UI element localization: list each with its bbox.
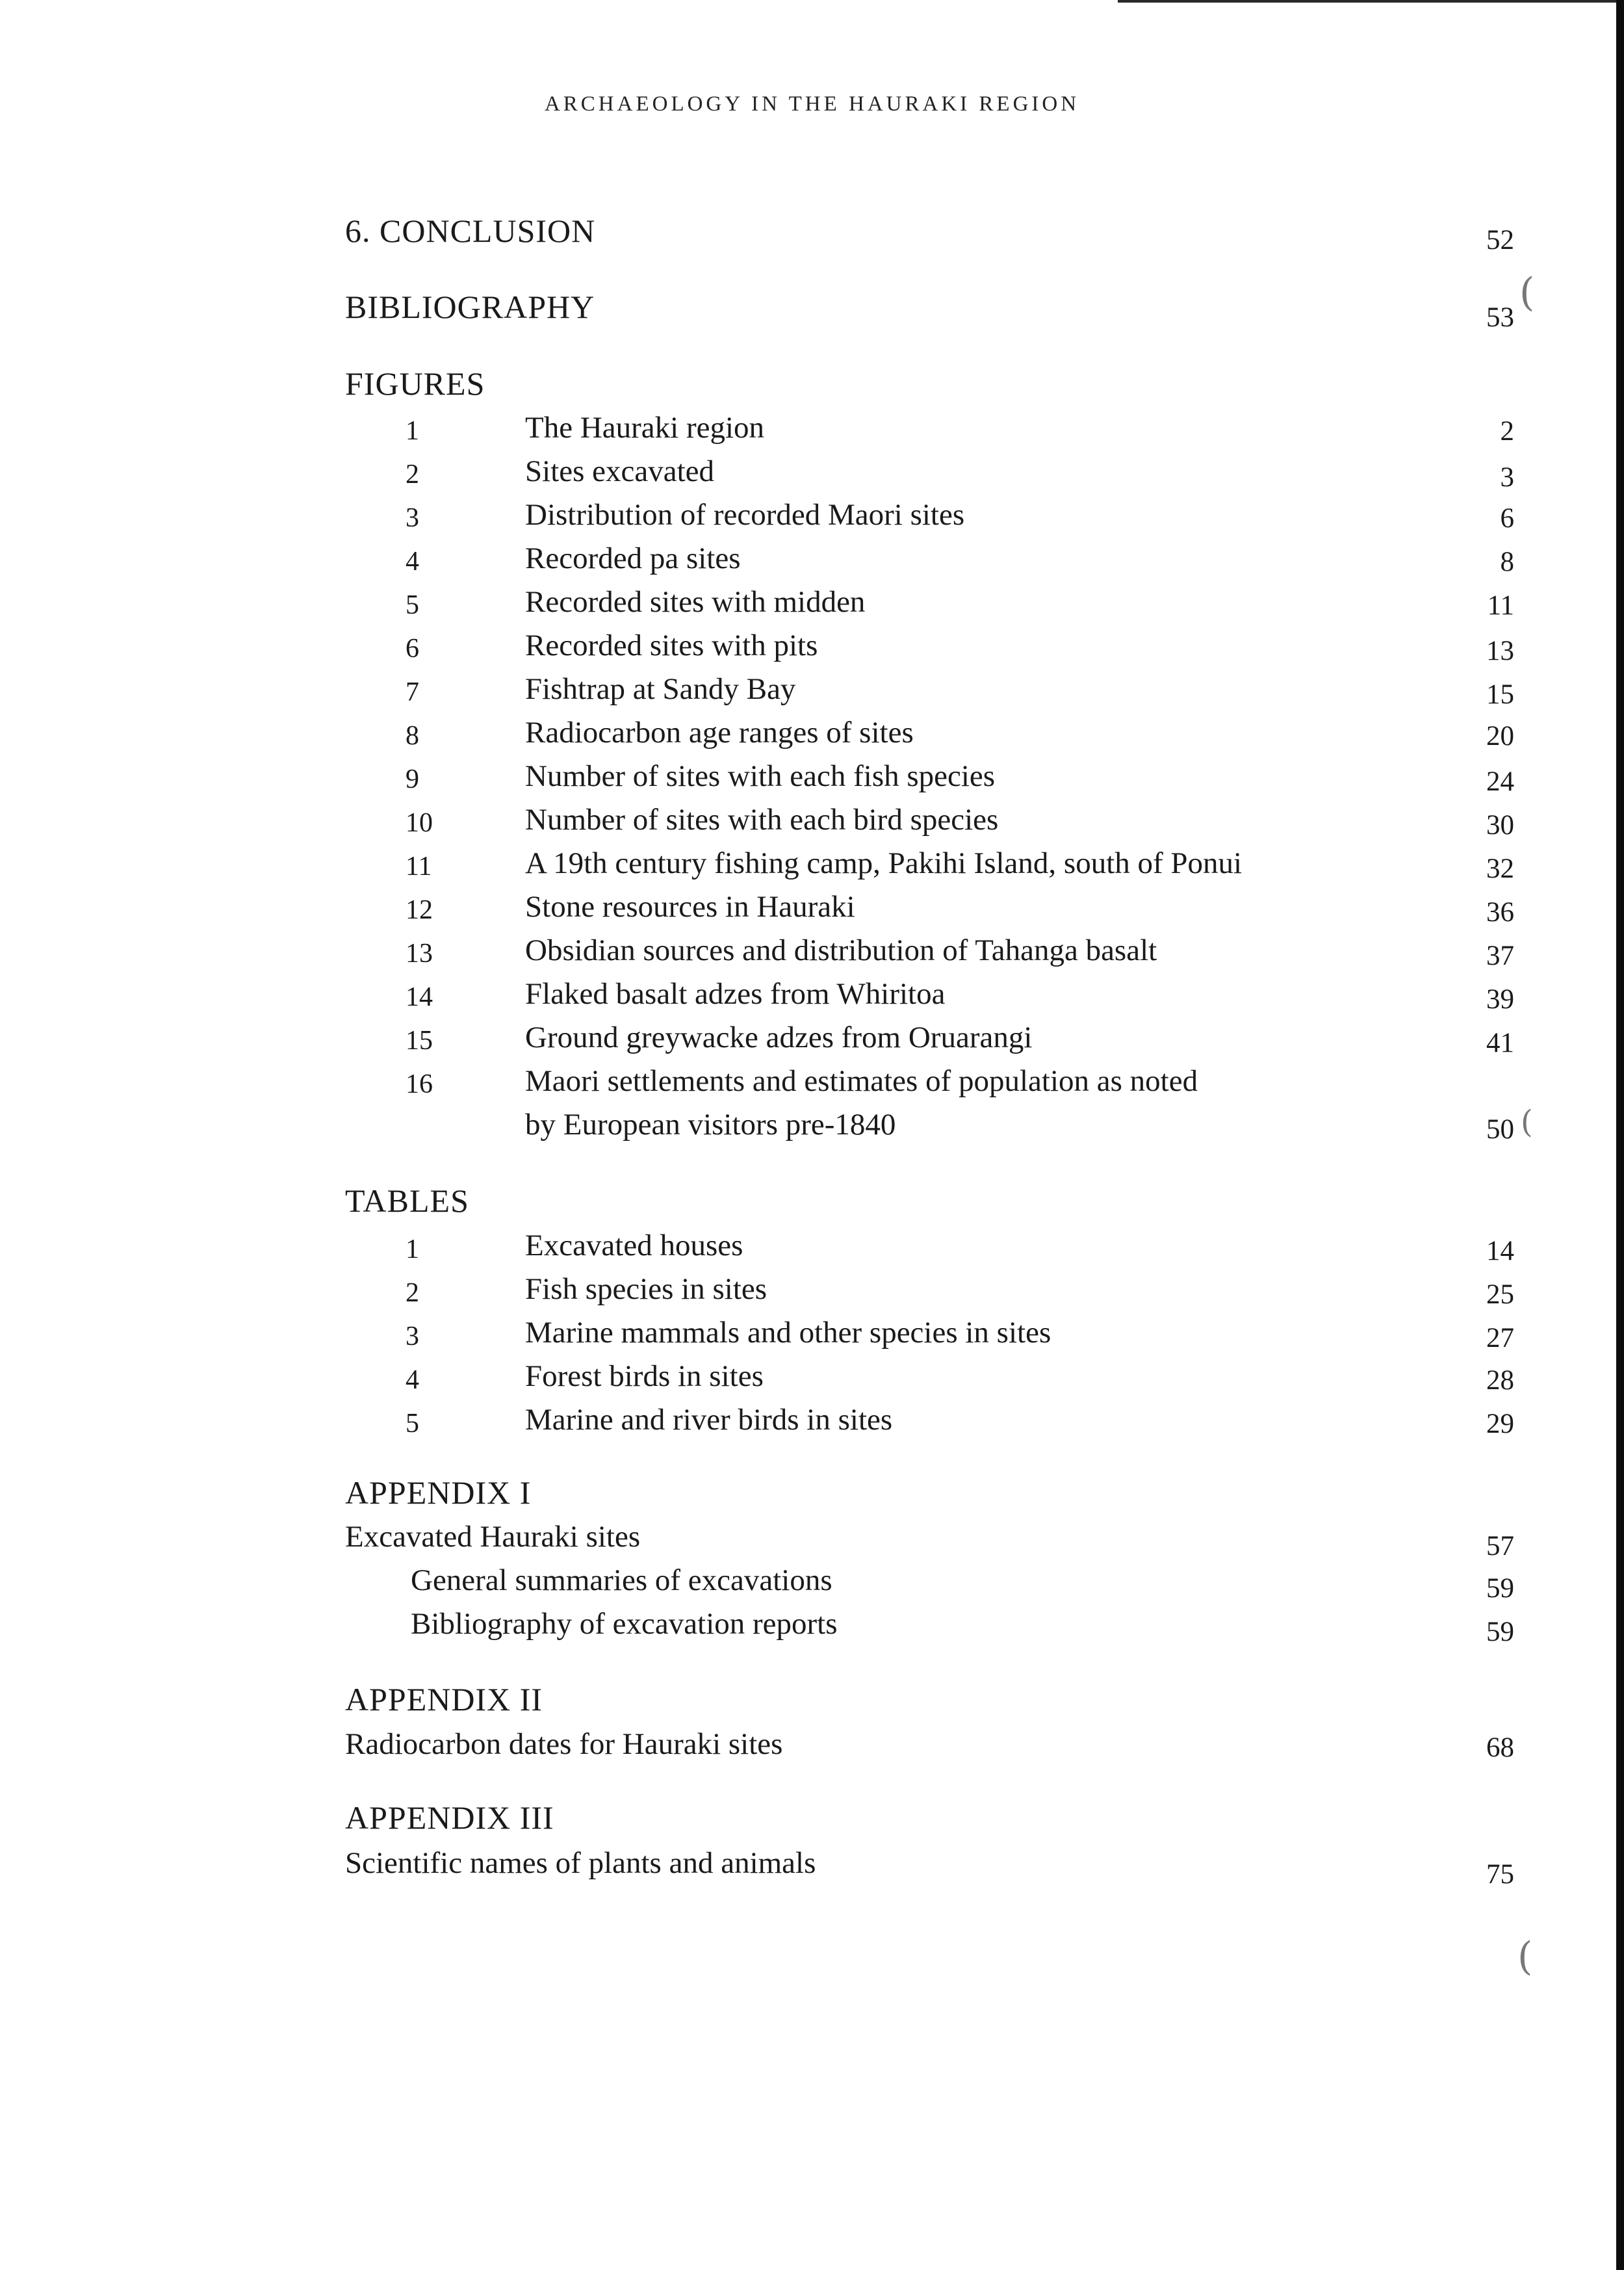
list-item-page: 11 (1487, 590, 1514, 621)
list-item-number: 14 (406, 982, 433, 1012)
page-right-edge (1616, 0, 1624, 2270)
list-item-number: 4 (406, 547, 419, 577)
list-item-title: A 19th century fishing camp, Pakihi Island, south of Ponui (525, 846, 1243, 880)
tables-heading: TABLES (345, 1182, 469, 1219)
margin-mark: ( (1521, 1104, 1533, 1140)
list-item-number: 15 (406, 1026, 433, 1056)
list-item-title: Number of sites with each fish species (525, 759, 996, 793)
list-item-page: 2 (1500, 416, 1514, 447)
list-item-number: 5 (406, 1409, 419, 1439)
figures-heading: FIGURES (345, 365, 485, 402)
list-item-page: 50 (1486, 1114, 1514, 1145)
appendix-2-entry-page: 68 (1486, 1732, 1514, 1763)
list-item-title: Recorded pa sites (525, 541, 741, 575)
list-item-title: Recorded sites with pits (525, 629, 818, 662)
margin-mark: ( (1517, 1934, 1533, 1979)
list-item-number: 10 (406, 808, 433, 838)
page-top-edge (1118, 0, 1616, 3)
list-item-number: 3 (406, 1322, 419, 1351)
appendix-2-heading: APPENDIX II (345, 1681, 543, 1717)
list-item-number: 16 (406, 1069, 433, 1099)
appendix-2-entry: Radiocarbon dates for Hauraki sites (345, 1727, 783, 1761)
list-item-page: 3 (1500, 462, 1514, 493)
list-item-title: Recorded sites with midden (525, 585, 866, 619)
list-item-number: 13 (406, 939, 433, 969)
list-item-number: 5 (406, 590, 419, 620)
list-item-title: Distribution of recorded Maori sites (525, 498, 965, 532)
running-head: ARCHAEOLOGY IN THE HAURAKI REGION (544, 92, 1080, 116)
list-item-page: 20 (1486, 721, 1514, 751)
list-item-title: Flaked basalt adzes from Whiritoa (525, 977, 946, 1011)
bibliography-heading: BIBLIOGRAPHY (345, 289, 595, 325)
conclusion-page: 52 (1486, 225, 1514, 255)
list-item-number: 2 (406, 460, 419, 489)
appendix-1-entry: Excavated Hauraki sites (345, 1520, 641, 1554)
list-item-number: 12 (406, 895, 433, 925)
list-item-number: 8 (406, 721, 419, 751)
list-item-title: Fishtrap at Sandy Bay (525, 672, 796, 706)
list-item-title: The Hauraki region (525, 411, 765, 445)
list-item-page: 41 (1486, 1028, 1514, 1058)
list-item-title: Fish species in sites (525, 1272, 767, 1306)
list-item-page: 39 (1486, 984, 1514, 1015)
list-item-number: 1 (406, 1234, 419, 1264)
list-item-title: Excavated houses (525, 1229, 743, 1262)
appendix-1-subentry-page: 59 (1486, 1573, 1514, 1604)
list-item-number: 9 (406, 764, 419, 794)
list-item-number: 11 (406, 852, 432, 881)
list-item-title: Number of sites with each bird species (525, 803, 999, 837)
appendix-1-subentry: Bibliography of excavation reports (411, 1607, 838, 1641)
list-item-number: 7 (406, 677, 419, 707)
list-item-title-continued: by European visitors pre-1840 (525, 1108, 896, 1142)
list-item-number: 1 (406, 416, 419, 446)
list-item-title: Obsidian sources and distribution of Tahanga basalt (525, 933, 1157, 967)
list-item-number: 6 (406, 634, 419, 664)
list-item-page: 15 (1486, 679, 1514, 710)
list-item-title: Marine and river birds in sites (525, 1403, 893, 1437)
list-item-page: 36 (1486, 897, 1514, 928)
list-item-page: 14 (1486, 1236, 1514, 1266)
appendix-1-heading: APPENDIX I (345, 1474, 532, 1511)
appendix-3-heading: APPENDIX III (345, 1799, 554, 1836)
list-item-title: Marine mammals and other species in sites (525, 1316, 1051, 1350)
conclusion-heading: 6. CONCLUSION (345, 213, 596, 249)
appendix-1-subentry: General summaries of excavations (411, 1563, 832, 1597)
list-item-title: Ground greywacke adzes from Oruarangi (525, 1021, 1033, 1054)
list-item-page: 13 (1486, 636, 1514, 666)
margin-mark: ( (1519, 270, 1535, 315)
list-item-page: 28 (1486, 1365, 1514, 1396)
list-item-title: Stone resources in Hauraki (525, 890, 855, 924)
list-item-title: Sites excavated (525, 454, 715, 488)
bibliography-page: 53 (1486, 302, 1514, 333)
appendix-1-entry-page: 57 (1486, 1531, 1514, 1561)
list-item-number: 4 (406, 1365, 419, 1395)
list-item-title: Maori settlements and estimates of population as noted (525, 1064, 1198, 1098)
appendix-3-entry-page: 75 (1486, 1859, 1514, 1890)
list-item-page: 37 (1486, 941, 1514, 971)
list-item-page: 25 (1486, 1279, 1514, 1310)
list-item-page: 6 (1500, 503, 1514, 534)
list-item-page: 8 (1500, 547, 1514, 577)
list-item-page: 32 (1486, 854, 1514, 884)
list-item-page: 30 (1486, 810, 1514, 841)
list-item-page: 29 (1486, 1409, 1514, 1439)
list-item-title: Forest birds in sites (525, 1359, 764, 1393)
list-item-number: 2 (406, 1278, 419, 1308)
appendix-1-subentry-page: 59 (1486, 1617, 1514, 1647)
appendix-3-entry: Scientific names of plants and animals (345, 1846, 816, 1880)
list-item-page: 24 (1486, 766, 1514, 797)
list-item-title: Radiocarbon age ranges of sites (525, 716, 914, 750)
list-item-page: 27 (1486, 1323, 1514, 1353)
list-item-number: 3 (406, 503, 419, 533)
